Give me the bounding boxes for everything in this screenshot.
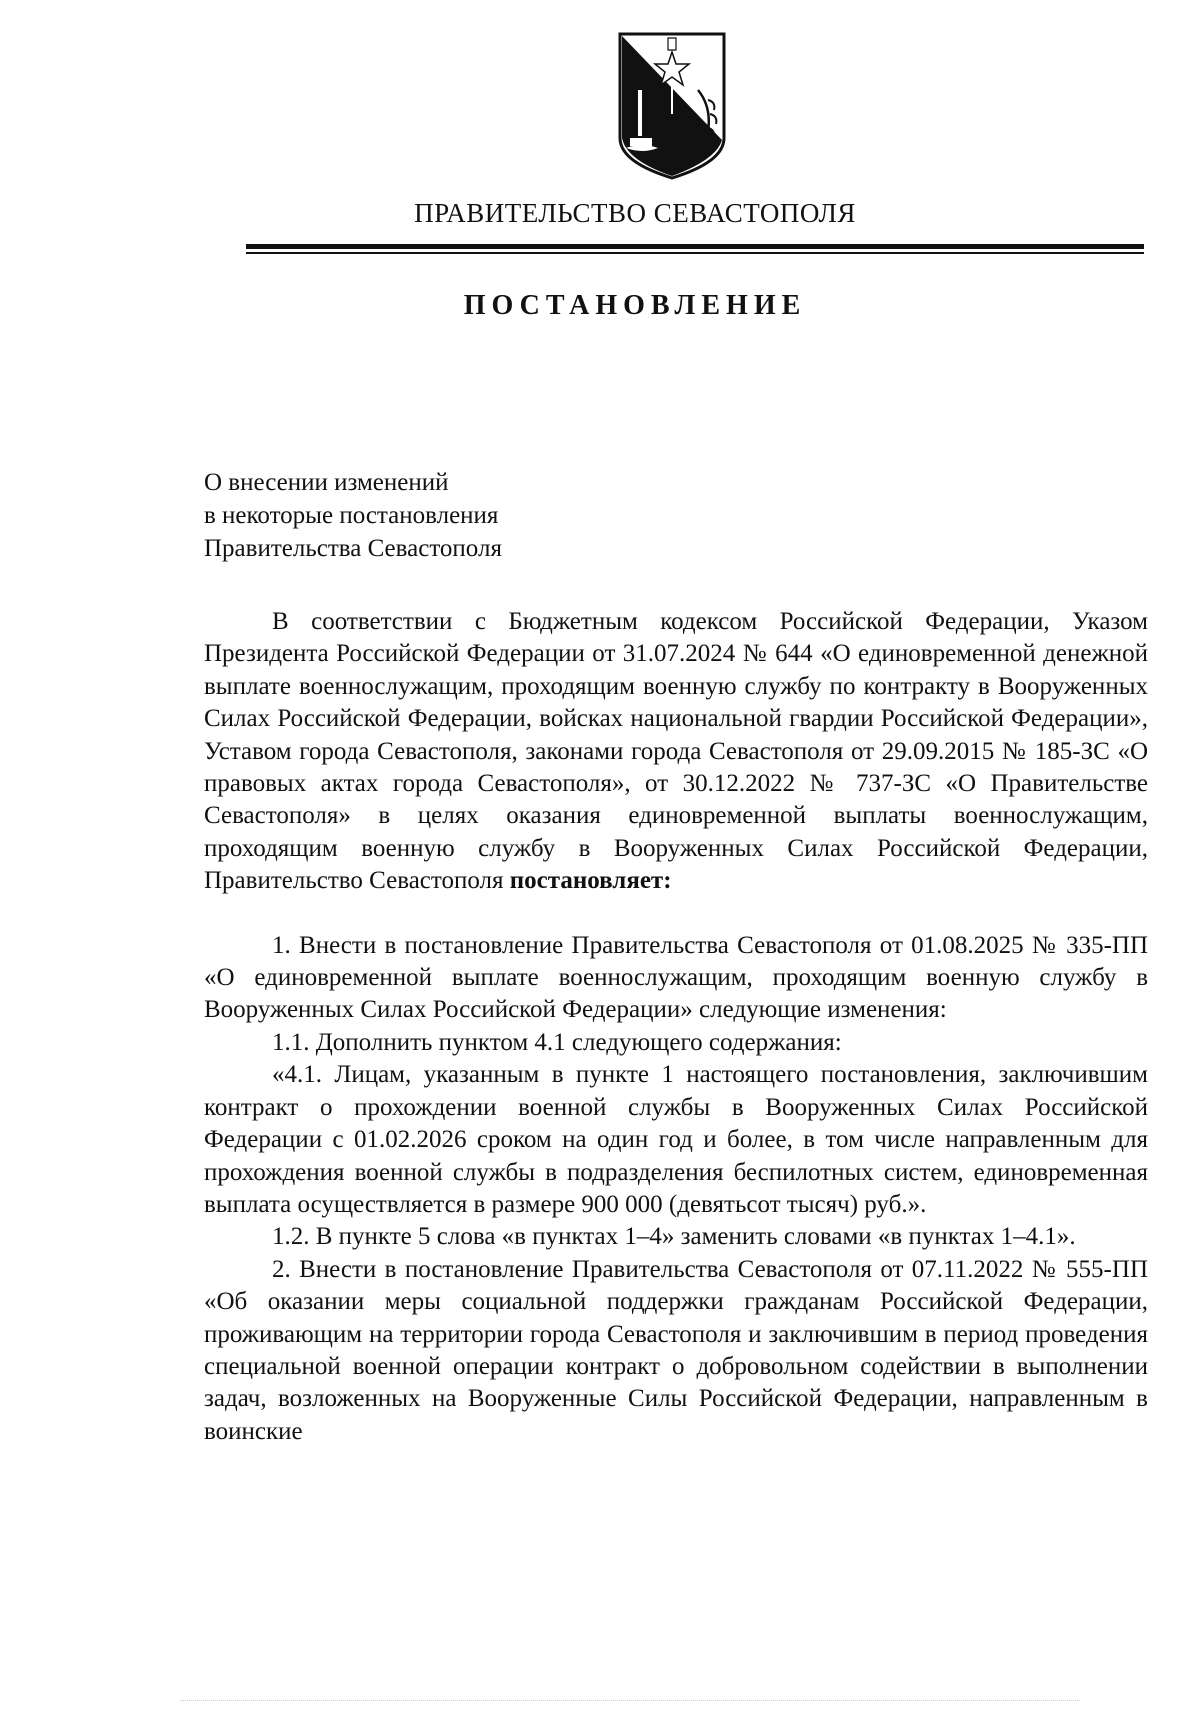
organization-name: ПРАВИТЕЛЬСТВО СЕВАСТОПОЛЯ: [414, 198, 856, 228]
preamble-text: В соответствии с Бюджетным кодексом Российской Федерации, Указом Президента Российской Федерации от 31.07.2024 № 644 «О единовременной денежной выплате военнослужащим, проходящим военную службу по контракту в Вооруженных Силах Российской Федерации, войсках национальной гвардии Российской Федерации», Уставом города Севастополя, законами города Севастополя от 29.09.2015 № 185-ЗС «О правовых актах города Севастополя», от 30.12.2022 № 737-ЗС «О Правительстве Севастополя» в целях оказания единовременной выплаты военнослужащим, проходящим военную службу в Вооруженных Силах Российской Федерации, Правительство Севастополя: [204, 608, 1148, 895]
document-body: [204, 606, 1148, 1448]
item-paragraph: 1. Внести в постановление Правительства Севастополя от 01.08.2025 № 335-ПП «О единовременной выплате военнослужащим, проходящим военную службу в Вооруженных Силах Российской Федерации» следующие изменения:: [204, 931, 1148, 1024]
document-type-title: ПОСТАНОВЛЕНИЕ: [463, 290, 807, 321]
coat-of-arms-icon: [612, 30, 732, 182]
subject-line: Правительства Севастополя: [204, 535, 502, 562]
item-paragraph: «4.1. Лицам, указанным в пункте 1 настоящего постановления, заключившим контракт о прохождении военной службы в Вооруженных Силах Российской Федерации с 01.02.2026 сроком на один год и более, в том числе направленным для прохождения военной службы в подразделения беспилотных систем, единовременная выплата осуществляется в размере 900 000 (девятьсот тысяч) руб.».: [204, 1061, 1148, 1218]
page-edge-artifact: [180, 1700, 1080, 1702]
subject-line: О внесении изменений: [204, 469, 449, 496]
preamble-paragraph: [204, 606, 1148, 898]
header-rule-thin: [246, 252, 1144, 254]
subject-line: в некоторые постановления: [204, 502, 499, 529]
decision-word: постановляет:: [509, 867, 672, 895]
header-rule-thick: [246, 244, 1144, 249]
paragraph-gap: [204, 898, 1148, 930]
item-paragraph: 1.2. В пункте 5 слова «в пунктах 1–4» заменить словами «в пунктах 1–4.1».: [272, 1223, 1076, 1251]
item-paragraph: 2. Внести в постановление Правительства Севастополя от 07.11.2022 № 555-ПП «Об оказании меры социальной поддержки гражданам Российской Федерации, проживающим на территории города Севастополя и заключившим в период проведения специальной военной операции контракт о добровольном содействии в выполнении задач, возложенных на Вооруженные Силы Российской Федерации, направленным в воинские: [204, 1255, 1148, 1445]
subject-block: [204, 466, 502, 565]
item-paragraph: 1.1. Дополнить пунктом 4.1 следующего содержания:: [272, 1028, 842, 1056]
